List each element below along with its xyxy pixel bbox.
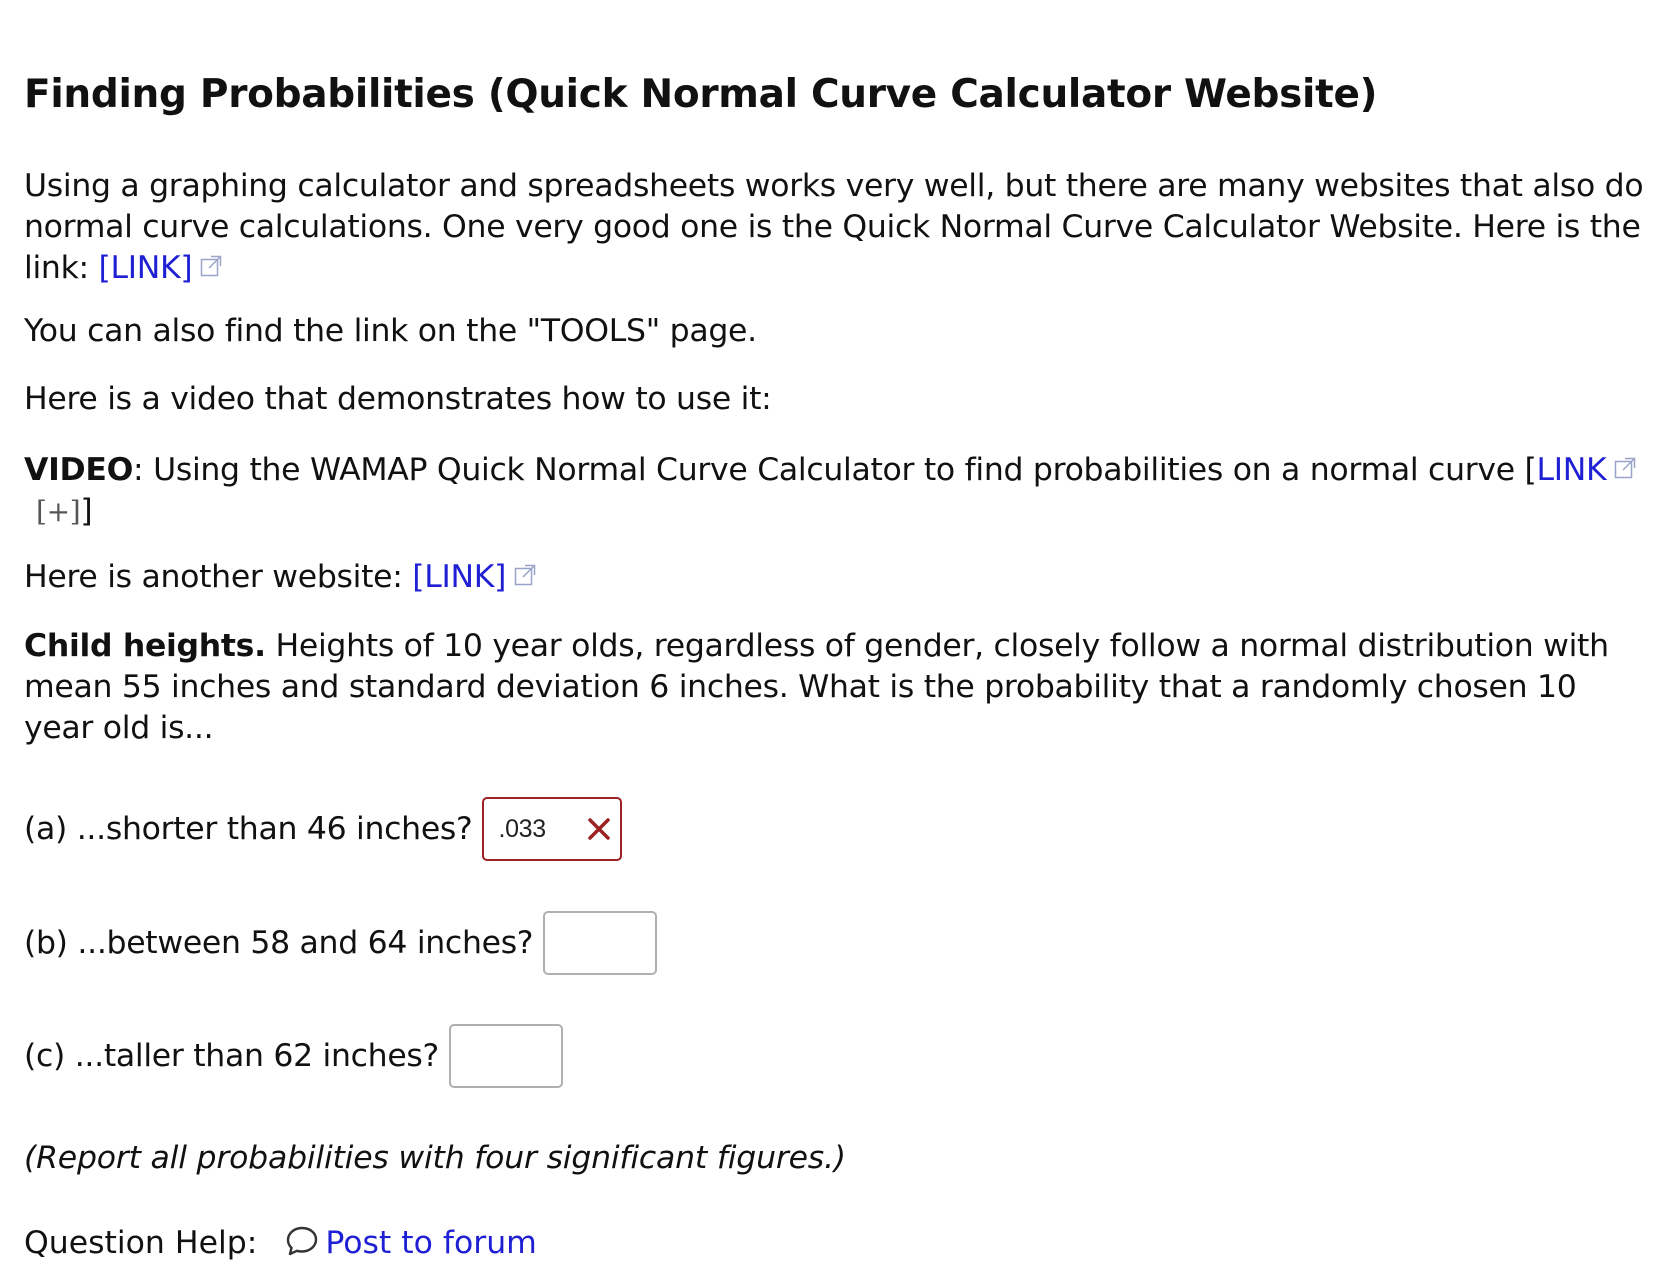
answer-c-input[interactable] (449, 1024, 563, 1088)
calculator-link[interactable]: [LINK] (98, 250, 193, 286)
problem-text: Heights of 10 year olds, regardless of gender, closely follow a normal distribution with mean 55 inches and standard deviation 6 inches. What is the probability that a randomly chosen 10 year old is... (24, 628, 1609, 746)
video-paragraph (24, 450, 1644, 532)
question-help (24, 1225, 537, 1265)
page-title: Finding Probabilities (Quick Normal Curve Calculator Website) (24, 72, 1378, 117)
external-link-icon (200, 255, 222, 277)
problem-statement (24, 626, 1644, 749)
another-website-link[interactable]: [LINK] (412, 559, 507, 595)
speech-bubble-icon[interactable] (285, 1225, 319, 1265)
intro-paragraph (24, 166, 1644, 289)
incorrect-x-icon (584, 812, 614, 844)
another-website-paragraph (24, 557, 1644, 598)
post-to-forum-link[interactable]: Post to forum (325, 1225, 537, 1261)
question-a-label: (a) ...shorter than 46 inches? (24, 811, 473, 847)
video-label: VIDEO (24, 452, 134, 488)
question-b (24, 911, 657, 975)
video-intro-text: Here is a video that demonstrates how to use it: (24, 381, 772, 417)
another-website-text: Here is another website: (24, 559, 413, 595)
question-c (24, 1024, 563, 1088)
question-b-label: (b) ...between 58 and 64 inches? (24, 925, 534, 961)
external-link-icon (514, 564, 536, 586)
video-link[interactable]: LINK (1536, 452, 1607, 488)
intro-text: Using a graphing calculator and spreadsheets works very well, but there are many websites that also do normal curve calculations. One very good one is the Quick Normal Curve Calculator Website. Here is the link: (24, 168, 1644, 286)
problem-heading: Child heights. (24, 628, 266, 664)
external-link-icon (1614, 457, 1636, 479)
answer-b-input[interactable] (543, 911, 657, 975)
question-c-label: (c) ...taller than 62 inches? (24, 1038, 439, 1074)
question-a (24, 797, 622, 861)
video-text: : Using the WAMAP Quick Normal Curve Calculator to find probabilities on a normal curve (133, 452, 1525, 488)
video-open-bracket: [ (1524, 452, 1537, 488)
answer-a-value: .033 (498, 815, 546, 843)
answer-a-input[interactable] (482, 797, 622, 861)
significant-figures-note: (Report all probabilities with four significant figures.) (24, 1140, 846, 1176)
video-close-bracket: ] (80, 493, 93, 529)
question-help-label: Question Help: (24, 1225, 258, 1261)
video-expand-toggle[interactable]: [+] (36, 495, 81, 528)
tools-text: You can also find the link on the "TOOLS" page. (24, 313, 757, 349)
